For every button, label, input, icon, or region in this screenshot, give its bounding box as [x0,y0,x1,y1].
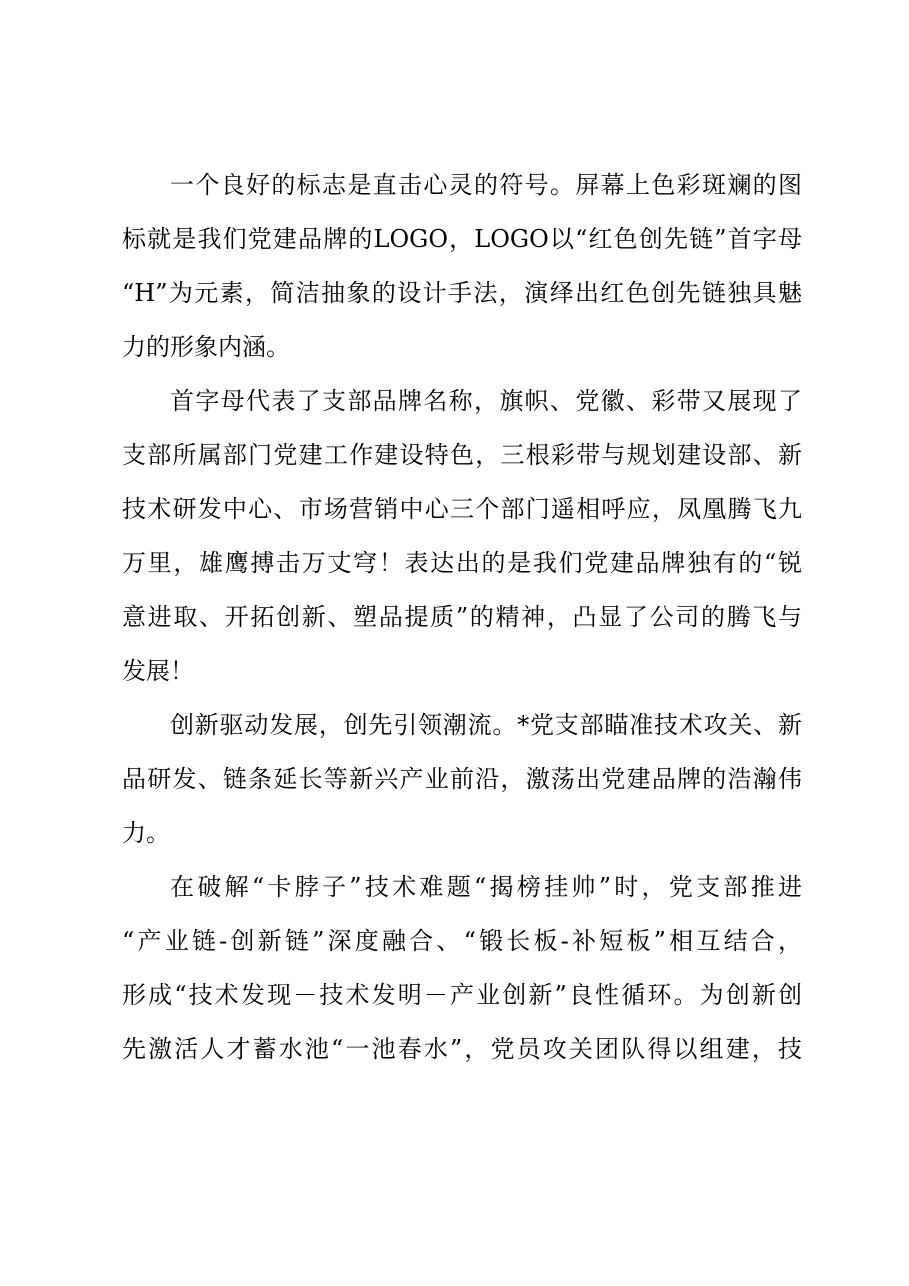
text-line: 一个良好的标志是直击心灵的符号。屏幕上色彩斑斓的图 [170,171,802,199]
text-line: 技术研发中心、市场营销中心三个部门遥相呼应，凤凰腾飞九 [122,495,802,523]
text-line: 首字母代表了支部品牌名称，旗帜、党徽、彩带又展现了 [170,387,802,415]
text-line: 创新驱动发展，创先引领潮流。*党支部瞄准技术攻关、新 [170,711,802,739]
text-line: 先激活人才蓄水池“一池春水”，党员攻关团队得以组建，技 [122,1035,802,1063]
text-line: “产业链-创新链”深度融合、“锻长板-补短板”相互结合， [122,927,802,955]
paragraph-breakthrough [122,860,802,1076]
text-line: 标就是我们党建品牌的LOGO，LOGO以“红色创先链”首字母 [122,225,802,253]
text-line: 支部所属部门党建工作建设特色，三根彩带与规划建设部、新 [122,441,802,469]
paragraph-innovation [122,698,802,860]
text-line: 力。 [122,819,170,847]
text-line: 万里，雄鹰搏击万丈穹！表达出的是我们党建品牌独有的“锐 [122,549,802,577]
text-line: 力的形象内涵。 [122,333,290,361]
paragraph-initial-letter [122,374,802,698]
paragraph-logo [122,158,802,374]
text-line: 意进取、开拓创新、塑品提质”的精神，凸显了公司的腾飞与 [122,603,802,631]
text-line: 发展！ [122,657,194,685]
text-line: 品研发、链条延长等新兴产业前沿，激荡出党建品牌的浩瀚伟 [122,765,802,793]
document-body [122,158,802,1076]
text-line: 形成“技术发现－技术发明－产业创新”良性循环。为创新创 [122,981,802,1009]
text-line: 在破解“卡脖子”技术难题“揭榜挂帅”时，党支部推进 [170,873,802,901]
text-line: “H”为元素，简洁抽象的设计手法，演绎出红色创先链独具魅 [122,279,802,307]
